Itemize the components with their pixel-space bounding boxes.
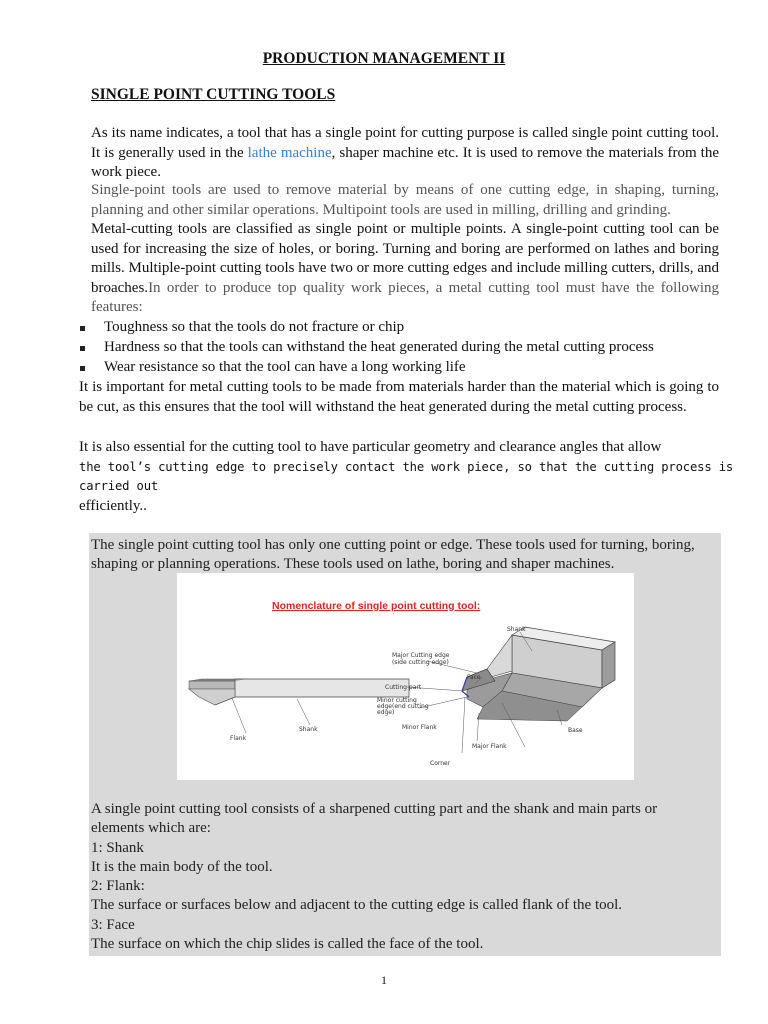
parts-line: 2: Flank: <box>91 878 145 895</box>
isometric-tool <box>462 627 615 721</box>
intro-text-start: As its name indicates, a tool that has a single point for cutting purpose is called single point cutting tool. It is generally used in the <box>91 125 719 161</box>
bullet-square-icon <box>80 366 85 371</box>
parts-line: The surface or surfaces below and adjacent to the cutting edge is called flank of the tool. <box>91 897 623 914</box>
label-face: Face <box>467 674 481 681</box>
label-flank: Flank <box>230 735 247 742</box>
parts-line: 1: Shank <box>91 839 144 856</box>
page-title: PRODUCTION MANAGEMENT II <box>262 50 506 67</box>
figure-title: Nomenclature of single point cutting tool: <box>272 600 481 612</box>
label-cutting-part: Cutting part <box>385 684 422 691</box>
paragraph-geometry <box>79 438 739 516</box>
label-major-flank: Major Flank <box>472 743 507 750</box>
features-intro-text: In order to produce top quality work pieces, a metal cutting tool must have the following features: <box>91 279 719 315</box>
cutting-tool-diagram <box>177 573 634 780</box>
lathe-machine-link[interactable]: lathe machine <box>247 144 332 161</box>
page-number: 1 <box>381 973 387 987</box>
label-shank-right: Shank <box>507 626 526 633</box>
list-item-text: Toughness so that the tools do not fracture or chip <box>104 319 405 335</box>
side-view-tool <box>189 679 409 705</box>
list-item-text: Wear resistance so that the tool can have a long working life <box>104 358 466 375</box>
parts-line: A single point cutting tool consists of a sharpened cutting part and the shank and main parts or <box>91 801 658 817</box>
parts-line: The surface on which the chip slides is called the face of the tool. <box>91 936 484 953</box>
geometry-line-1: It is also essential for the cutting tool to have particular geometry and clearance angles that allow <box>79 439 662 455</box>
box-intro-text: The single point cutting tool has only one cutting point or edge. These tools used for turning, boring, shaping or planning operations. These tools used on lathe, boring and shaper machines. <box>91 537 695 572</box>
geometry-line-2: the tool’s cutting edge to precisely contact the work piece, so that the cutting process is carried out <box>79 459 734 493</box>
list-item <box>78 338 728 358</box>
intro-paragraph <box>91 124 719 183</box>
paragraph-material-hardness: It is important for metal cutting tools to be made from materials harder than the material which is going to be cut, as this ensures that the tool will withstand the heat generated during the metal cutting process. <box>79 379 719 415</box>
bullet-square-icon <box>80 346 85 351</box>
intro-text-end: , shaper machine etc. It is used to remove the materials from the work piece. <box>91 144 720 180</box>
label-major-cutting-edge: Major Cutting edge <box>392 652 450 659</box>
list-item-text: Hardness so that the tools can withstand the heat generated during the metal cutting process <box>104 338 654 355</box>
parts-line: elements which are: <box>91 820 211 837</box>
list-item <box>78 358 728 378</box>
label-minor-cutting-2: edge(end cutting <box>377 703 429 710</box>
nomenclature-figure <box>177 573 634 780</box>
label-corner: Corner <box>430 760 451 767</box>
paragraph-single-point-tools: Single-point tools are used to remove material by means of one cutting edge, in shaping, turning, planning and other similar operations. Multipoint tools are used in milling, drilling and grinding. <box>91 182 719 218</box>
label-side-cutting-edge: (side cutting edge) <box>392 659 449 666</box>
label-minor-cutting-3: edge) <box>377 709 395 716</box>
parts-line: 3: Face <box>91 916 135 933</box>
box-parts-text <box>91 800 719 954</box>
bullet-square-icon <box>80 326 85 331</box>
paragraph-classification <box>91 220 719 318</box>
label-minor-cutting-1: Minor cutting <box>377 697 417 704</box>
classification-text: Metal-cutting tools are classified as single point or multiple points. A single-point cutting tool can be used for increasing the size of holes, or boring. Turning and boring are performed on lathes and boring mills. Multiple-point cutting tools have two or more cutting edges and include milling cutters, drills, and broaches. <box>91 221 719 296</box>
label-base: Base <box>568 727 583 734</box>
section-heading: SINGLE POINT CUTTING TOOLS <box>91 86 336 103</box>
label-minor-flank: Minor Flank <box>402 724 437 731</box>
parts-line: It is the main body of the tool. <box>91 858 273 875</box>
label-shank-left: Shank <box>299 726 318 733</box>
features-list <box>78 318 728 377</box>
list-item <box>78 318 728 338</box>
geometry-line-3: efficiently.. <box>79 497 147 514</box>
